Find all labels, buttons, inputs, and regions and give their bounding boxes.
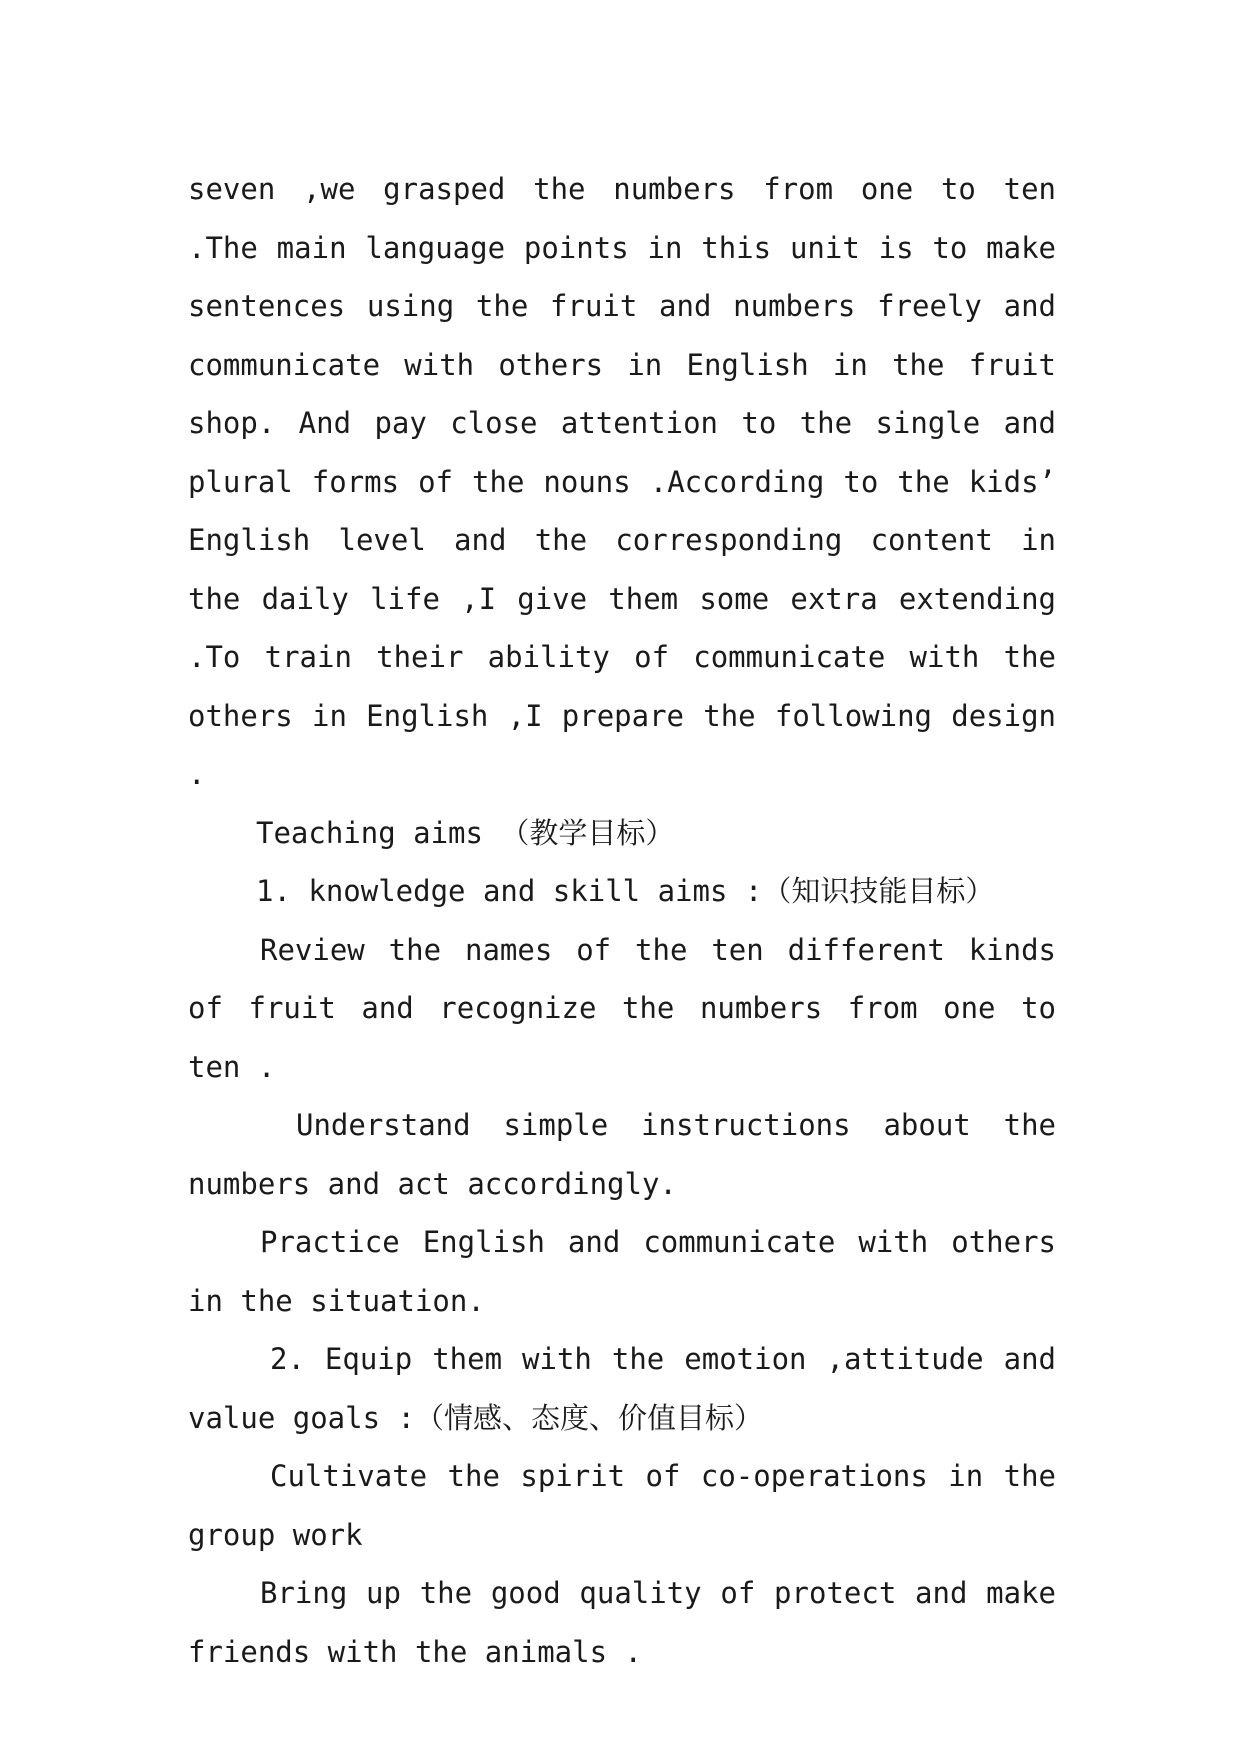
emotion-goals-heading: 2. Equip them with the emotion ,attitude and value goals :（情感、态度、价值目标） bbox=[188, 1342, 1056, 1435]
cultivate-goal-paragraph: Cultivate the spirit of co-operations in the group work bbox=[188, 1459, 1056, 1552]
document-body bbox=[188, 160, 1056, 1681]
teaching-aims-heading: Teaching aims （教学目标） bbox=[256, 815, 675, 850]
practice-aim-paragraph: Practice English and communicate with others in the situation. bbox=[188, 1225, 1056, 1318]
understand-aim-paragraph: Understand simple instructions about the numbers and act accordingly. bbox=[188, 1108, 1056, 1201]
bring-up-goal-paragraph: Bring up the good quality of protect and make friends with the animals . bbox=[188, 1576, 1056, 1669]
knowledge-skill-aims-heading: 1. knowledge and skill aims :（知识技能目标） bbox=[256, 874, 995, 908]
intro-paragraph: seven ,we grasped the numbers from one to ten .The main language points in this unit is to make sentences using the fruit and numbers freely and communicate with others in English in the fruit shop. And pay close attention to the single and plural forms of the nouns .According to the kids’ English level and the corresponding content in the daily life ,I give them some extra extending .To train their ability of communicate with the others in English ,I prepare the following design . bbox=[188, 172, 1056, 791]
review-aim-paragraph: Review the names of the ten different kinds of fruit and recognize the numbers from one to ten . bbox=[188, 932, 1056, 1084]
